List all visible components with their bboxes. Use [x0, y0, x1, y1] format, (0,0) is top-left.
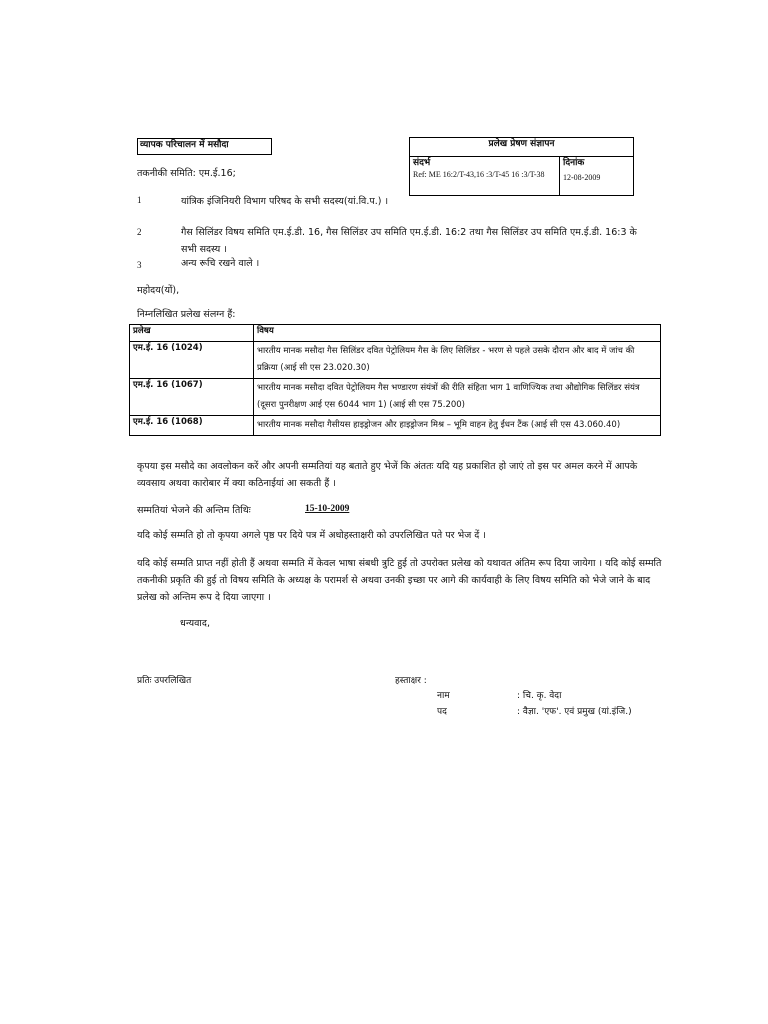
dispatch-heading: प्रलेख प्रेषण संज्ञापन — [410, 139, 633, 157]
finalization-paragraph: यदि कोई सम्मति प्राप्त नहीं होती हैं अथवा सम्मति में केवल भाषा संबधी त्रुटि हुई तो उपरोक्त प्रलेख को यथावत अंतिम रूप दिया जायेगा । यदि कोई सम्मति तकनीकी प्रकृति की हुई तो विषय समिति के अध्यक्ष के परामर्श से अथवा उनकी इच्छा पर आगे की कार्यवाही के लिए विषय समिति को भेजे जाने के बाद प्रलेख को अन्तिम रूप दे दिया जाएगा । — [137, 558, 662, 603]
signature-label: हस्ताक्षर : — [395, 676, 427, 686]
table-row — [130, 342, 661, 379]
date-value: 12-08-2009 — [563, 173, 601, 182]
date-label: दिनांक — [563, 158, 585, 168]
recipient-3-number: 3 — [137, 260, 142, 270]
ref-label: संदर्भ — [413, 158, 431, 168]
header-document: प्रलेख — [130, 325, 254, 342]
designation-label: पद — [437, 707, 447, 717]
copy-to: प्रतिः उपरलिखित — [137, 676, 192, 686]
document-code: एम.ई. 16 (1068) — [130, 416, 254, 436]
committee-line: तकनीकी समिति: एम.ई.16; — [137, 168, 236, 179]
header-subject: विषय — [254, 325, 661, 342]
salutation: महोदय(यों), — [137, 285, 180, 296]
send-comments-paragraph: यदि कोई सम्मति हो तो कृपया अगले पृष्ठ पर दिये पत्र में अधोहस्ताक्षरी को उपरलिखित पते पर भेज दें । — [137, 530, 486, 541]
thanks: धन्यवाद, — [180, 618, 210, 629]
recipient-1-text: यांत्रिक इंजिनियरी विभाग परिषद के सभी सदस्य(यां.वि.प.) । — [181, 196, 389, 207]
table-row — [130, 379, 661, 416]
deadline-label: सम्मतियां भेजने की अन्तिम तिथिः — [137, 505, 251, 516]
document-subject: भारतीय मानक मसौदा दवित पेट्रोलियम गैस भण्डारण संयंत्रों की रीति संहिता भाग 1 वाणिज्यिक तथा औद्योगिक सिलिंडर संयंत्र (दूसरा पुनरीक्षण आई एस 6044 भाग 1) (आई सी एस 75.200) — [254, 379, 661, 416]
dispatch-box — [409, 137, 634, 196]
recipient-2-number: 2 — [137, 227, 142, 237]
wide-circulation-label: व्यापक परिचालन में मसौदा — [140, 140, 229, 150]
recipient-1-number: 1 — [137, 195, 142, 205]
document-code: एम.ई. 16 (1067) — [130, 379, 254, 416]
documents-table — [129, 324, 661, 436]
wide-circulation-box — [137, 138, 272, 155]
document-code: एम.ई. 16 (1024) — [130, 342, 254, 379]
designation-value: : वैज्ञा. 'एफ'. एवं प्रमुख (यां.इंजि.) — [517, 707, 632, 717]
ref-value: Ref: ME 16:2/T-43,16 :3/T-45 16 :3/T-38 — [413, 170, 545, 179]
deadline-date: 15-10-2009 — [305, 504, 350, 514]
review-paragraph: कृपया इस मसौदे का अवलोकन करें और अपनी सम्मतियां यह बताते हुए भेजें कि अंततः यदि यह प्रकाशित हो जाएं तो इस पर अमल करने में आपके व्यवसाय अथवा कारोबार में क्या कठिनाईयां आ सकती हैं । — [137, 461, 638, 489]
recipient-3-text: अन्य रूचि रखने वाले । — [181, 258, 260, 269]
table-row — [130, 416, 661, 436]
table-header-row — [130, 325, 661, 342]
name-label: नाम — [437, 691, 450, 701]
document-subject: भारतीय मानक मसौदा गैस सिलिंडर दवित पेट्रोलियम गैस के लिए सिलिंडर - भरण से पहले उसके दौरान और बाद में जांच की प्रक्रिया (आई सी एस 23.020.30) — [254, 342, 661, 379]
recipient-2-text: गैस सिलिंडर विषय समिति एम.ई.डी. 16, गैस सिलिंडर उप समिति एम.ई.डी. 16:2 तथा गैस सिलिंडर उप समिति एम.ई.डी. 16:3 के सभी सदस्य । — [181, 227, 637, 255]
document-subject: भारतीय मानक मसौदा गैसीयस हाइड्रोजन और हाइड्रोजन मिश्र – भूमि वाहन हेतु ईंधन टैंक (आई सी एस 43.060.40) — [254, 416, 661, 436]
name-value: : चि. कृ. वेदा — [517, 691, 562, 701]
intro-text: निम्नलिखित प्रलेख संलग्न हैं: — [137, 309, 236, 320]
dispatch-divider — [559, 156, 560, 195]
